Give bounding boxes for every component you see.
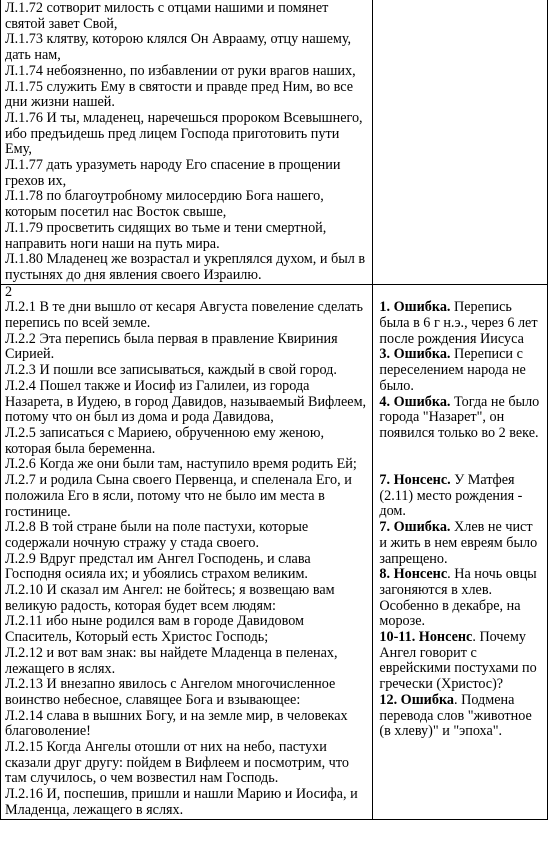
note-item <box>379 567 543 630</box>
note-label: 8. Нонсенс <box>379 566 448 583</box>
verse-list <box>1 0 372 284</box>
verse-line: Л.1.74 небоязненно, по избавлении от руки врагов наших, <box>5 62 356 79</box>
note-text: Тогда не было города "Назарет", он появился только во 2 веке. <box>379 393 540 441</box>
verse-line: Л.1.79 просветить сидящих во тьме и тени смертной, направить ноги наши на путь мира. <box>5 219 327 252</box>
verse-line: Л.2.1 В те дни вышло от кесаря Августа повеление сделать перепись по всей земле. <box>5 299 363 332</box>
note-item <box>379 693 543 740</box>
note-item <box>379 300 543 347</box>
notes-cell <box>373 0 548 284</box>
note-label: 7. Ошибка. <box>379 519 451 536</box>
note-label: 4. Ошибка. <box>379 393 451 410</box>
note-text: . На ночь овцы загоняются в хлев. Особенно в декабре, на морозе. <box>379 566 537 630</box>
note-item <box>379 473 543 520</box>
note-label: 1. Ошибка. <box>379 299 451 316</box>
verse-line: Л.1.72 сотворит милость с отцами нашими и помянет святой завет Свой, <box>5 0 329 32</box>
verse-line: Л.2.13 И внезапно явилось с Ангелом многочисленное воинство небесное, славящее Бога и взывающее: <box>5 676 336 708</box>
note-text: Хлев не чист и жить в нем евреям было запрещено. <box>379 519 538 567</box>
verse-line: Л.2.8 В той стране были на поле пастухи, которые содержали ночную стражу у стада своего. <box>5 519 309 551</box>
notes-cell <box>373 284 548 819</box>
table-row <box>1 284 548 819</box>
note-text: Перепись была в 6 г н.э., через 6 лет после рождения Иисуса <box>379 299 538 347</box>
verse-line: Л.1.75 служить Ему в святости и правде пред Ним, во все дни жизни нашей. <box>5 78 354 111</box>
note-label: 12. Ошибка <box>379 691 455 708</box>
verse-line: Л.2.14 слава в вышних Богу, и на земле мир, в человеках благоволение! <box>5 707 348 740</box>
verse-line: Л.2.6 Когда же они были там, наступило время родить Ей; <box>5 456 357 473</box>
verse-line: Л.2.9 Вдруг предстал им Ангел Господень, и слава Господня осияла их; и убоялись страхом великим. <box>5 550 311 583</box>
chapter-number: 2 <box>5 283 13 300</box>
verse-line: Л.2.7 и родила Сына своего Первенца, и спеленала Его, и положила Его в ясли, потому что не было им места в гостинице. <box>5 472 352 520</box>
verse-line: Л.2.10 И сказал им Ангел: не бойтесь; я возвещаю вам великую радость, которая будет всем людям: <box>5 582 335 614</box>
note-label: 3. Ошибка. <box>379 346 451 363</box>
note-label: 7. Нонсенс. <box>379 472 451 489</box>
note-text: Переписи с переселением народа не было. <box>379 346 526 394</box>
notes-list <box>373 285 547 740</box>
verse-line: Л.1.78 по благоутробному милосердию Бога нашего, которым посетил нас Восток свыше, <box>5 188 324 221</box>
note-item <box>379 520 543 567</box>
note-text: . Почему Ангел говорит с еврейскими постухами по гречески (Христос)? <box>379 629 537 693</box>
note-item <box>379 395 543 442</box>
note-label: 10-11. Нонсенс <box>379 629 473 646</box>
verse-line: Л.2.12 и вот вам знак: вы найдете Младенца в пеленах, лежащего в яслях. <box>5 644 338 677</box>
table-row <box>1 0 548 284</box>
verse-line: Л.1.73 клятву, которою клялся Он Аврааму, отцу нашему, дать нам, <box>5 31 352 64</box>
note-item <box>379 630 543 693</box>
note-text: У Матфея (2.11) место рождения - дом. <box>379 472 523 520</box>
verse-line: Л.2.4 Пошел также и Иосиф из Галилеи, из города Назарета, в Иудею, в город Давидов, называемый Вифлеем, потому что он был из дома и рода Давидова, <box>5 377 367 426</box>
note-item <box>379 347 543 394</box>
verse-list <box>1 285 372 819</box>
verse-line: Л.1.76 И ты, младенец, наречешься пророком Всевышнего, ибо предъидешь пред лицем Господа приготовить пути Ему, <box>5 109 363 158</box>
verse-line: Л.2.5 записаться с Мариею, обрученною ему женою, которая была беременна. <box>5 424 325 457</box>
note-text: . Подмена перевода слов "животное (в хлеву)" и "эпоха". <box>379 691 532 740</box>
verse-line: Л.1.80 Младенец же возрастал и укреплялся духом, и был в пустынях до дня явления своего Израилю. <box>5 251 366 283</box>
verse-cell <box>1 0 373 284</box>
verse-line: Л.2.15 Когда Ангелы отошли от них на небо, пастухи сказали друг другу: пойдем в Вифлеем и посмотрим, что там случилось, о чем возвестил нам Господь. <box>5 739 349 787</box>
verse-line: Л.2.3 И пошли все записываться, каждый в свой город. <box>5 362 337 379</box>
notes-group-bottom <box>379 473 543 740</box>
verse-line: Л.2.11 ибо ныне родился вам в городе Давидовом Спаситель, Который есть Христос Господь; <box>5 613 305 646</box>
verse-cell <box>1 284 373 819</box>
verse-line: Л.1.77 дать уразуметь народу Его спасение в прощении грехов их, <box>5 157 341 189</box>
verse-line: Л.2.16 И, поспешив, пришли и нашли Марию и Иосифа, и Младенца, лежащего в яслях. <box>5 786 358 818</box>
notes-group-top <box>379 300 543 441</box>
verse-line: Л.2.2 Эта перепись была первая в правление Квириния Сирией. <box>5 330 338 363</box>
